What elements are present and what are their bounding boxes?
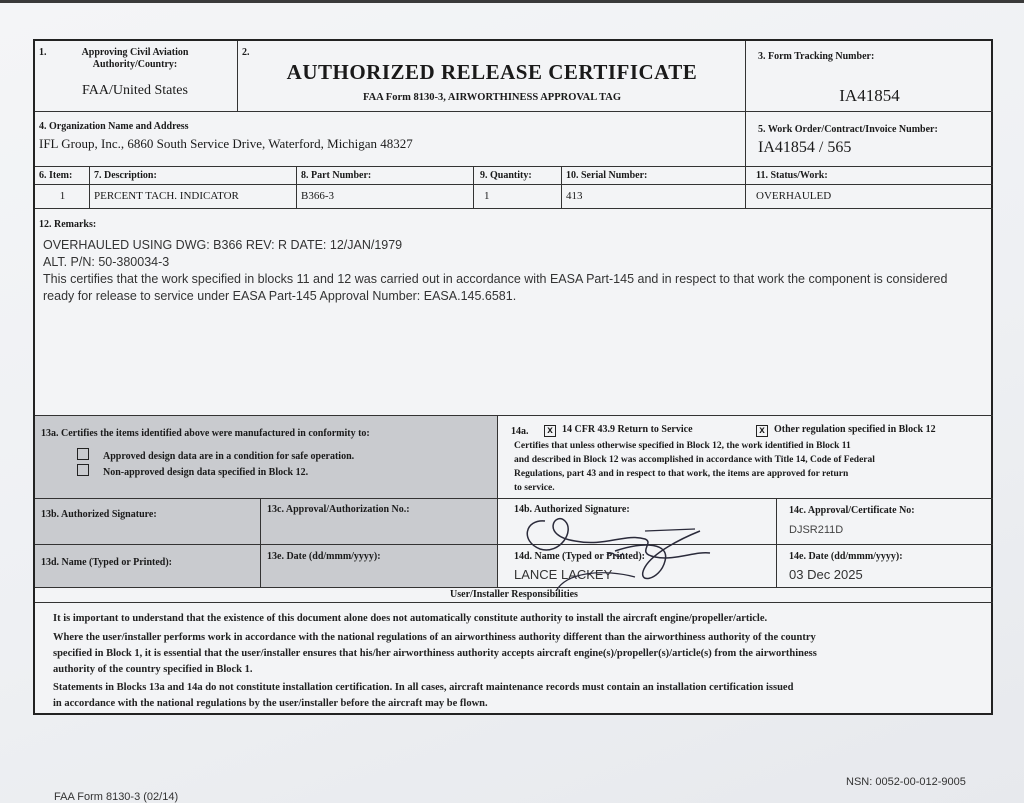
option-non-approved-design	[77, 464, 308, 478]
responsibility-line: specified in Block 1, it is essential that the user/installer ensures that his/her airworthiness authority accepts aircraft engine(s)/propeller(s)/article(s) from the airworthiness	[53, 648, 817, 659]
other-regulation-option	[756, 424, 936, 437]
certificate-form	[33, 39, 993, 715]
block12-remarks	[35, 209, 993, 416]
return-to-service-checkbox[interactable]: x	[544, 425, 556, 437]
remarks-line: OVERHAULED USING DWG: B366 REV: R DATE: 12/JAN/1979	[43, 238, 403, 252]
item-header-cell	[35, 167, 90, 185]
block1-number: 1.	[39, 47, 47, 58]
responsibilities-title: User/Installer Responsibilities	[450, 589, 578, 600]
status-header-cell	[746, 167, 993, 185]
handwritten-signature	[495, 481, 735, 591]
part-number-value: B366-3	[301, 190, 334, 202]
signer-name: LANCE LACKEY	[514, 567, 613, 582]
part-number-header-cell	[297, 167, 474, 185]
form-identifier: FAA Form 8130-3 (02/14)	[54, 791, 179, 803]
status-value: OVERHAULED	[756, 190, 832, 202]
responsibilities-body	[35, 603, 993, 713]
remarks-line: This certifies that the work specified in blocks 11 and 12 was carried out in accordance with EASA Part-145 and in respect to that work the component is considered	[43, 272, 948, 286]
block4-organization	[35, 112, 746, 167]
block4-label: 4. Organization Name and Address	[39, 121, 189, 132]
serial-number-header: 10. Serial Number:	[566, 170, 648, 181]
serial-cell	[562, 185, 746, 209]
item-value: 1	[59, 190, 66, 202]
block14e-date	[777, 545, 993, 588]
serial-number-value: 413	[566, 190, 583, 202]
block14d-label: 14d. Name (Typed or Printed):	[514, 551, 646, 562]
block14b-label: 14b. Authorized Signature:	[514, 504, 630, 515]
responsibility-line: It is important to understand that the existence of this document alone does not automatically constitute authority to install the aircraft engine/propeller/article.	[53, 613, 768, 624]
other-regulation-checkbox[interactable]: x	[756, 425, 768, 437]
nsn-number: NSN: 0052-00-012-9005	[846, 776, 966, 788]
option-approved-design	[77, 448, 354, 462]
responsibility-line: Where the user/installer performs work in accordance with the national regulations of an airworthiness authority different than the airworthiness authority of the country	[53, 632, 816, 643]
other-regulation-label: Other regulation specified in Block 12	[774, 424, 936, 435]
block14c-label: 14c. Approval/Certificate No:	[789, 505, 915, 516]
certificate-number: DJSR211D	[789, 524, 844, 536]
quantity-cell	[474, 185, 562, 209]
return-to-service-label: 14 CFR 43.9 Return to Service	[562, 424, 693, 435]
block14a-text-line: Certifies that unless otherwise specified in Block 12, the work identified in Block 11	[514, 441, 851, 451]
block1-title-line2: Authority/Country:	[92, 59, 178, 70]
serial-header-cell	[562, 167, 746, 185]
block3-tracking	[746, 41, 993, 112]
block14a-text-line: and described in Block 12 was accomplished in accordance with Title 14, Code of Federal	[514, 455, 875, 465]
block13e-date	[261, 545, 498, 588]
work-order-number: IA41854 / 565	[758, 139, 852, 156]
block14a-text-line: Regulations, part 43 and in respect to that work, the items are approved for return	[514, 469, 849, 479]
quantity-header-cell	[474, 167, 562, 185]
block13d-label: 13d. Name (Typed or Printed):	[41, 557, 173, 568]
return-to-service-option	[544, 424, 693, 437]
non-approved-design-checkbox[interactable]	[77, 464, 89, 476]
description-header: 7. Description:	[94, 170, 157, 181]
block5-label: 5. Work Order/Contract/Invoice Number:	[758, 124, 938, 135]
block13a-label: 13a. Certifies the items identified above were manufactured in conformity to:	[41, 428, 370, 439]
item-cell	[35, 185, 90, 209]
block2-title	[238, 41, 746, 112]
approved-design-checkbox[interactable]	[77, 448, 89, 460]
item-header: 6. Item:	[39, 170, 73, 181]
status-header: 11. Status/Work:	[756, 170, 828, 181]
block14a-prefix: 14a.	[511, 426, 529, 437]
page-subtitle: FAA Form 8130-3, AIRWORTHINESS APPROVAL TAG	[362, 92, 622, 103]
block1-title-line1: Approving Civil Aviation	[81, 47, 189, 58]
page-title: AUTHORIZED RELEASE CERTIFICATE	[286, 60, 698, 84]
organization-address: IFL Group, Inc., 6860 South Service Drive, Waterford, Michigan 48327	[39, 136, 413, 151]
responsibility-line: Statements in Blocks 13a and 14a do not constitute installation certification. In all cases, aircraft maintenance records must contain an installation certification issued	[53, 682, 794, 693]
remarks-line: ALT. P/N: 50-380034-3	[43, 255, 170, 269]
block14e-label: 14e. Date (dd/mmm/yyyy):	[789, 551, 903, 562]
block14c-certificate	[777, 499, 993, 545]
block13a-conformity	[35, 416, 498, 499]
release-date: 03 Dec 2025	[789, 567, 863, 582]
approved-design-label: Approved design data are in a condition for safe operation.	[103, 451, 355, 462]
tracking-number: IA41854	[839, 86, 900, 105]
remarks-line: ready for release to service under EASA Part-145 Approval Number: EASA.145.6581.	[43, 289, 517, 303]
responsibility-line: authority of the country specified in Block 1.	[53, 664, 253, 675]
status-cell	[746, 185, 993, 209]
block13d-name	[35, 545, 261, 588]
responsibilities-header	[35, 588, 993, 603]
block1-value: FAA/United States	[82, 83, 188, 98]
block13c-label: 13c. Approval/Authorization No.:	[267, 504, 410, 515]
non-approved-design-label: Non-approved design data specified in Block 12.	[103, 467, 309, 478]
block13b-signature	[35, 499, 261, 545]
part-number-cell	[297, 185, 474, 209]
description-header-cell	[90, 167, 297, 185]
block13c-approval	[261, 499, 498, 545]
block13b-label: 13b. Authorized Signature:	[41, 509, 157, 520]
quantity-header: 9. Quantity:	[480, 170, 532, 181]
quantity-value: 1	[484, 190, 490, 202]
responsibility-line: in accordance with the national regulations by the user/installer before the aircraft may be flown.	[53, 698, 488, 709]
remarks-label: 12. Remarks:	[39, 219, 97, 230]
description-cell	[90, 185, 297, 209]
block13e-label: 13e. Date (dd/mmm/yyyy):	[267, 551, 381, 562]
block5-work-order	[746, 112, 993, 167]
description-value: PERCENT TACH. INDICATOR	[94, 190, 239, 202]
block14a-text-line: to service.	[514, 483, 555, 493]
certificate-sheet	[0, 3, 1024, 803]
block2-number: 2.	[242, 47, 250, 58]
block1-authority	[35, 41, 238, 112]
block3-label: 3. Form Tracking Number:	[758, 51, 875, 62]
part-number-header: 8. Part Number:	[301, 170, 372, 181]
